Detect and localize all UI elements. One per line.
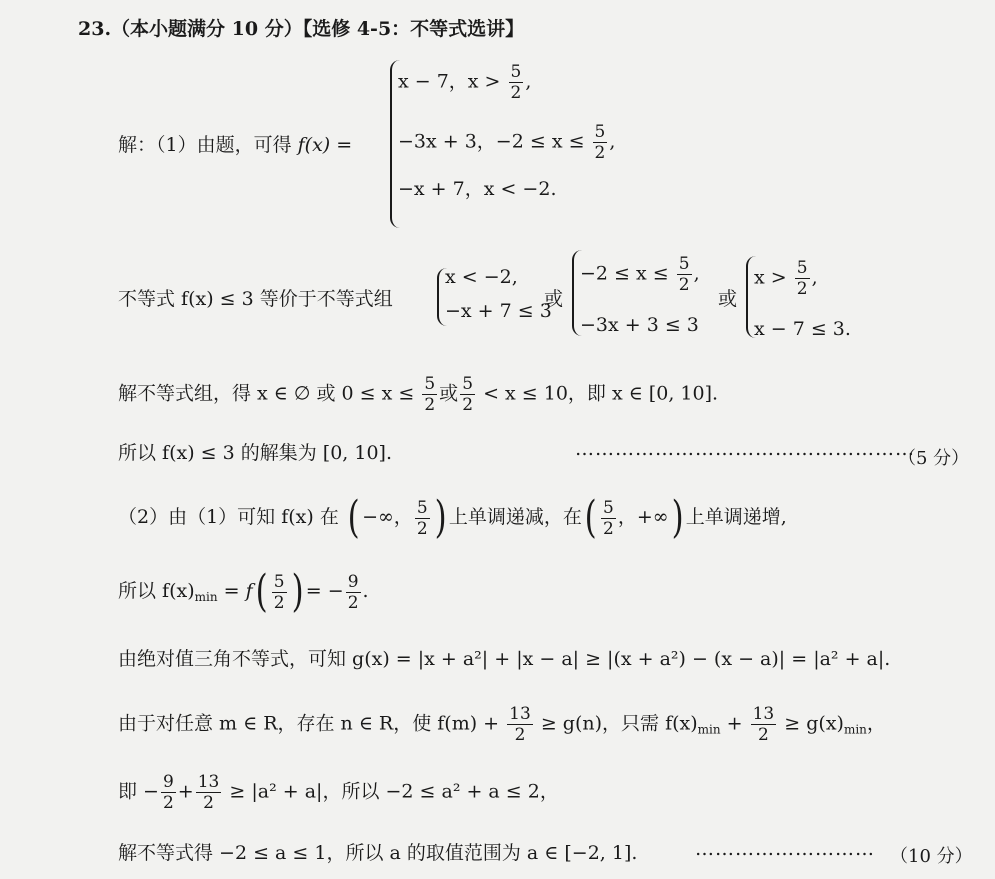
or-2: 或 [718,288,738,310]
part1-intro [118,130,352,157]
solve-line: 解不等式组，得 x ∈ ∅ 或 0 ≤ x ≤ $\frac{5}{2}$ 或 $\frac{5}{2}$ < x ≤ 10，即 x ∈ [0, 10]. [118,374,719,415]
final-answer: 解不等式得 −2 ≤ a ≤ 1，所以 a 的取值范围为 a ∈ [−2, 1]. [118,842,638,864]
problem-header: 23.（本小题满分 10 分）【选修 4-5：不等式选讲】 [78,18,525,40]
score-2: （10 分） [890,846,973,867]
min-line: 所以 $f(x)_{min} = f$( $\frac{5}{2}$ ) = − $\frac{9}{2}$ . [118,566,369,617]
piece-1: x − 7，x > $\frac{5}{2}$ , [398,62,532,103]
system-3-a: x > $\frac{5}{2}$ , [754,258,818,299]
ineq-intro: 不等式 f(x) ≤ 3 等价于不等式组 [118,288,393,310]
or-1: 或 [544,288,564,310]
system-1-b: −x + 7 ≤ 3 [445,300,552,322]
ie-line: 即 − $\frac{9}{2}$ + $\frac{13}{2}$ ≥ |a² + a|，所以 −2 ≤ a² + a ≤ 2， [118,772,559,813]
score-1: （5 分） [898,448,970,469]
forall-line: 由于对任意 m ∈ R，存在 n ∈ R，使 f(m) + $\frac{13}{2}$ ≥ g(n)，只需 $f(x)_{min}$ + $\frac{13}{2}$ ≥ $g(x)_{min}$， [118,704,886,745]
piece-1-text: x − 7，x > [398,70,501,93]
fraction-5-2: $\frac{5}{2}$ [594,122,606,163]
piece-2: −3x + 3，−2 ≤ x ≤ $\frac{5}{2}$ , [398,122,616,163]
fraction-5-2: $\frac{5}{2}$ [510,62,522,103]
solution-set: 所以 f(x) ≤ 3 的解集为 [0, 10]. [118,442,392,464]
score-dots-1: …………………………………………… [575,438,915,460]
part2-monotonic: （2）由（1）可知 f(x) 在 ( −∞， $\frac{5}{2}$ ) 上单调递减，在( $\frac{5}{2}$ ，+∞) 上单调递增, [118,492,787,543]
piece-3: −x + 7，x < −2. [398,178,557,200]
score-dots-2: ……………………… [695,838,875,860]
system-1-a: x < −2, [445,266,518,288]
piece-2-text: −3x + 3，−2 ≤ x ≤ [398,130,585,153]
fx-label: f(x) = [297,134,353,156]
system-3-b: x − 7 ≤ 3. [754,318,851,340]
part1-intro-text: 解：（1）由题，可得 [118,134,292,156]
system-2-a: −2 ≤ x ≤ $\frac{5}{2}$ , [580,254,700,295]
triangle-inequality: 由绝对值三角不等式，可知 g(x) = |x + a²| + |x − a| ≥ |(x + a²) − (x − a)| = |a² + a|. [118,648,891,670]
system-2-b: −3x + 3 ≤ 3 [580,314,699,336]
